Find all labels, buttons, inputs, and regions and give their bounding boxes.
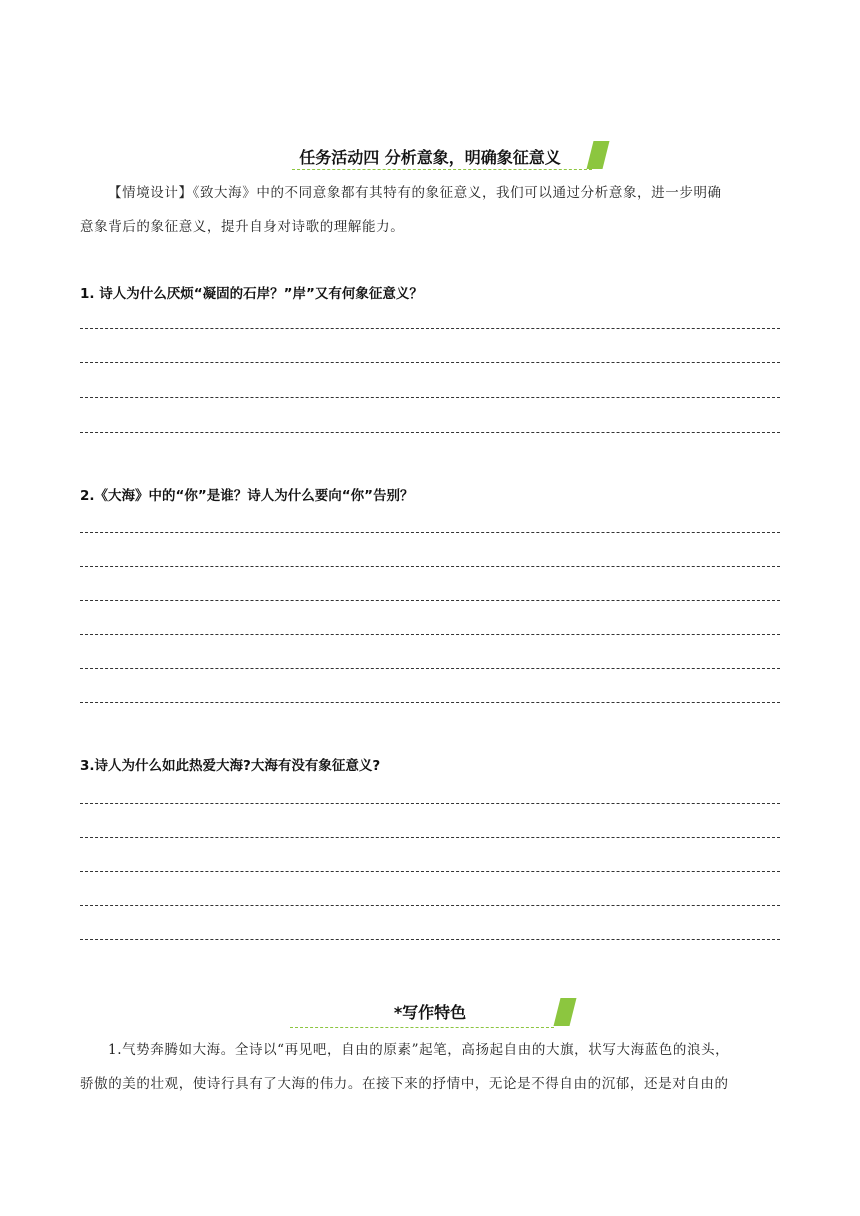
question-3: 3.诗人为什么如此热爱大海?大海有没有象征意义? [80,758,381,774]
section-title-writing-features: *写作特色 [393,1003,467,1022]
question-2: 2.《大海》中的“你”是谁？诗人为什么要向“你”告别？ [80,488,414,504]
answer-line[interactable] [80,837,780,838]
intro-line-1: 《致大海》中的不同意象都有其特有的象征意义，我们可以通过分析意象，进一步明确 [192,185,722,201]
intro-tag: 【情境设计】 [108,185,193,201]
intro-paragraph [80,176,782,244]
title-underline [292,169,592,170]
intro-line-2: 意象背后的象征意义，提升自身对诗歌的理解能力。 [80,219,405,235]
answer-line[interactable] [80,871,780,872]
answer-line[interactable] [80,668,780,669]
answer-line[interactable] [80,905,780,906]
answer-line[interactable] [80,532,780,533]
answer-line[interactable] [80,803,780,804]
answer-line[interactable] [80,432,780,433]
answer-line[interactable] [80,600,780,601]
writing-features-paragraph [80,1033,782,1101]
para-line-2: 骄傲的美的壮观，使诗行具有了大海的伟力。在接下来的抒情中，无论是不得自由的沉郁，还是对自由的 [80,1076,729,1092]
answer-line[interactable] [80,634,780,635]
title-underline [290,1027,554,1028]
para-line-1: 1.气势奔腾如大海。全诗以“再见吧，自由的原素”起笔，高扬起自由的大旗，状写大海蓝色的浪头， [108,1042,730,1058]
answer-line[interactable] [80,362,780,363]
question-1: 1. 诗人为什么厌烦“凝固的石岸？”岸”又有何象征意义？ [80,286,423,302]
section-title-task-four: 任务活动四 分析意象，明确象征意义 [299,148,561,167]
answer-line[interactable] [80,702,780,703]
answer-line[interactable] [80,397,780,398]
answer-line[interactable] [80,939,780,940]
answer-line[interactable] [80,566,780,567]
answer-line[interactable] [80,328,780,329]
